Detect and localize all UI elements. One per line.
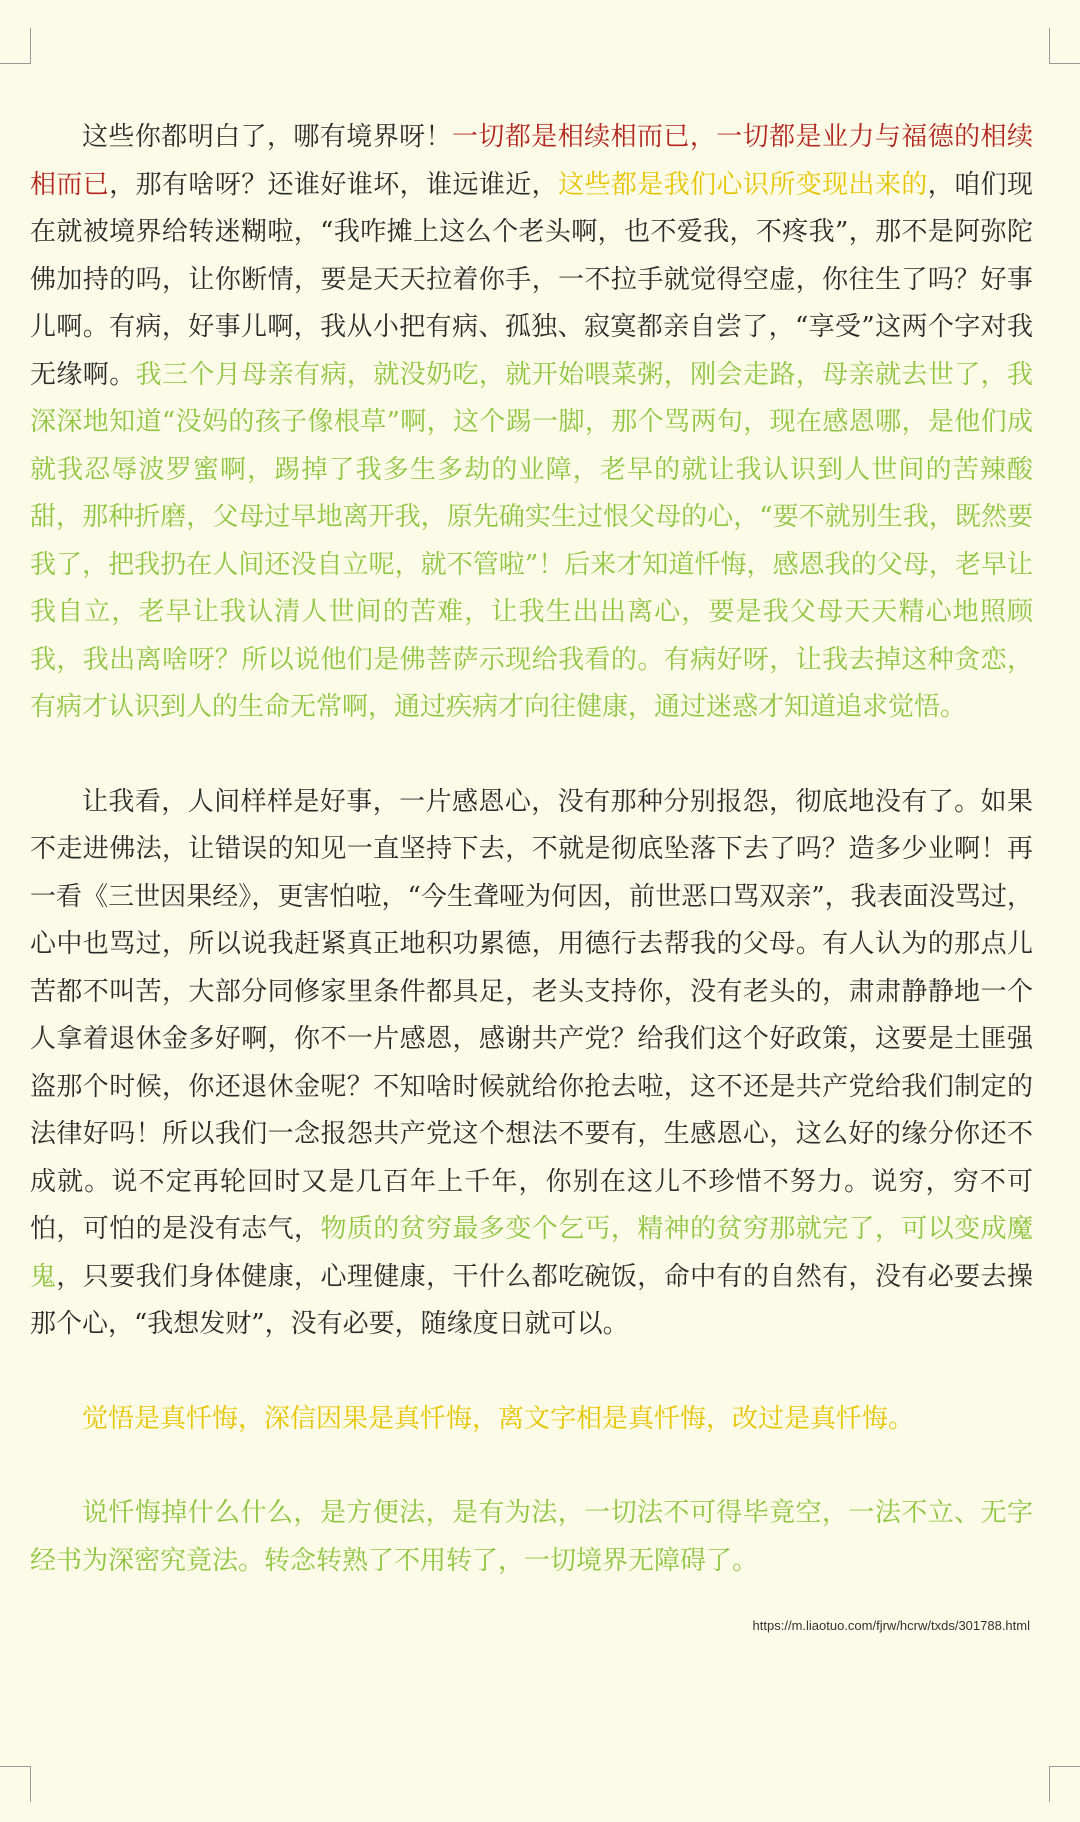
highlight-green-segment: 我三个月母亲有病，就没奶吃，就开始喂菜粥，刚会走路，母亲就去世了，我深深地知道“没妈的孩子像根草”啊，这个踢一脚，那个骂两句，现在感恩哪，是他们成就我忍辱波罗蜜啊，踢掉了我多生多劫的业障，老早的就让我认识到人世间的苦辣酸甜，那种折磨，父母过早地离开我，原先确实生过恨父母的心，“要不就别生我，既然要我了，把我扔在人间还没自立呢，就不管啦”！后来才知道忏悔，感恩我的父母，老早让我自立，老早让我认清人世间的苦难，让我生出出离心，要是我父母天天精心地照顾我，我出离啥呀？所以说他们是佛菩萨示现给我看的。有病好呀，让我去掉这种贪恋，有病才认识到人的生命无常啊，通过疾病才向往健康，通过迷惑才知道追求觉悟。	[30, 359, 1033, 722]
highlight-red-segment: 一切都是相续相而已，一切都是业力与福德的相续相而已	[30, 122, 1033, 200]
text-segment: 让我看，人间样样是好事，一片感恩心，没有那种分别报怨，彻底地没有了。如果不走进佛法，让错误的知见一直坚持下去，不就是彻底坠落下去了吗？造多少业啊！再一看《三世因果经》，更害怕啦，“今生聋哑为何因，前世恶口骂双亲”，我表面没骂过，心中也骂过，所以说我赶紧真正地积功累德，用德行去帮我的父母。有人认为的那点儿苦都不叫苦，大部分同修家里条件都具足，老头支持你，没有老头的，肃肃静静地一个人拿着退休金多好啊，你不一片感恩，感谢共产党？给我们这个好政策，这要是土匪强盗那个时候，你还退休金呢？不知啥时候就给你抢去啦，这不还是共产党给我们制定的法律好吗！所以我们一念报怨共产党这个想法不要有，生感恩心，这么好的缘分你还不成就。说不定再轮回时又是几百年上千年，你别在这儿不珍惜不努力。说穷，穷不可怕，可怕的是没有志气，	[30, 786, 1033, 1244]
highlight-green-segment: 物质的贫穷最多变个乞丐，精神的贫穷那就完了，可以变成魔鬼	[30, 1214, 1033, 1292]
highlight-green-segment: 说忏悔掉什么什么，是方便法，是有为法，一切法不可得毕竟空，一法不立、无字经书为深密究竟法。转念转熟了不用转了，一切境界无障碍了。	[30, 1498, 1033, 1576]
paragraph-spacer	[30, 732, 1033, 779]
source-url[interactable]: https://m.liaotuo.com/fjrw/hcrw/txds/301788.html	[752, 1618, 1030, 1633]
highlight-yellow-segment: 这些都是我们心识所变现出来的	[558, 169, 928, 200]
paragraph-3	[30, 1396, 1033, 1444]
paragraph-spacer	[30, 1443, 1033, 1490]
text-segment: ，那有啥呀？还谁好谁坏，谁远谁近，	[109, 169, 559, 200]
paragraph-2	[30, 779, 1033, 1349]
crop-mark-top-left	[0, 28, 30, 64]
crop-mark-bottom-right	[1050, 1766, 1080, 1802]
text-segment: ，只要我们身体健康，心理健康，干什么都吃碗饭，命中有的自然有，没有必要去操那个心，“我想发财”，没有必要，随缘度日就可以。	[30, 1261, 1033, 1339]
crop-mark-top-right	[1050, 28, 1080, 64]
text-segment: 这些你都明白了，哪有境界呀！	[82, 122, 452, 152]
text-segment: ，咱们现在就被境界给转迷糊啦，“我咋摊上这么个老头啊，也不爱我，不疼我”，那不是阿弥陀佛加持的吗，让你断情，要是天天拉着你手，一不拉手就觉得空虚，你往生了吗？好事儿啊。有病，好事儿啊，我从小把有病、孤独、寂寞都亲自尝了，“享受”这两个字对我无缘啊。	[30, 169, 1033, 390]
article-body	[30, 114, 1033, 1585]
crop-mark-bottom-left	[0, 1766, 30, 1802]
paragraph-1	[30, 114, 1033, 732]
highlight-yellow-segment: 觉悟是真忏悔，深信因果是真忏悔，离文字相是真忏悔，改过是真忏悔。	[82, 1403, 915, 1434]
paragraph-spacer	[30, 1349, 1033, 1396]
paragraph-4	[30, 1490, 1033, 1585]
